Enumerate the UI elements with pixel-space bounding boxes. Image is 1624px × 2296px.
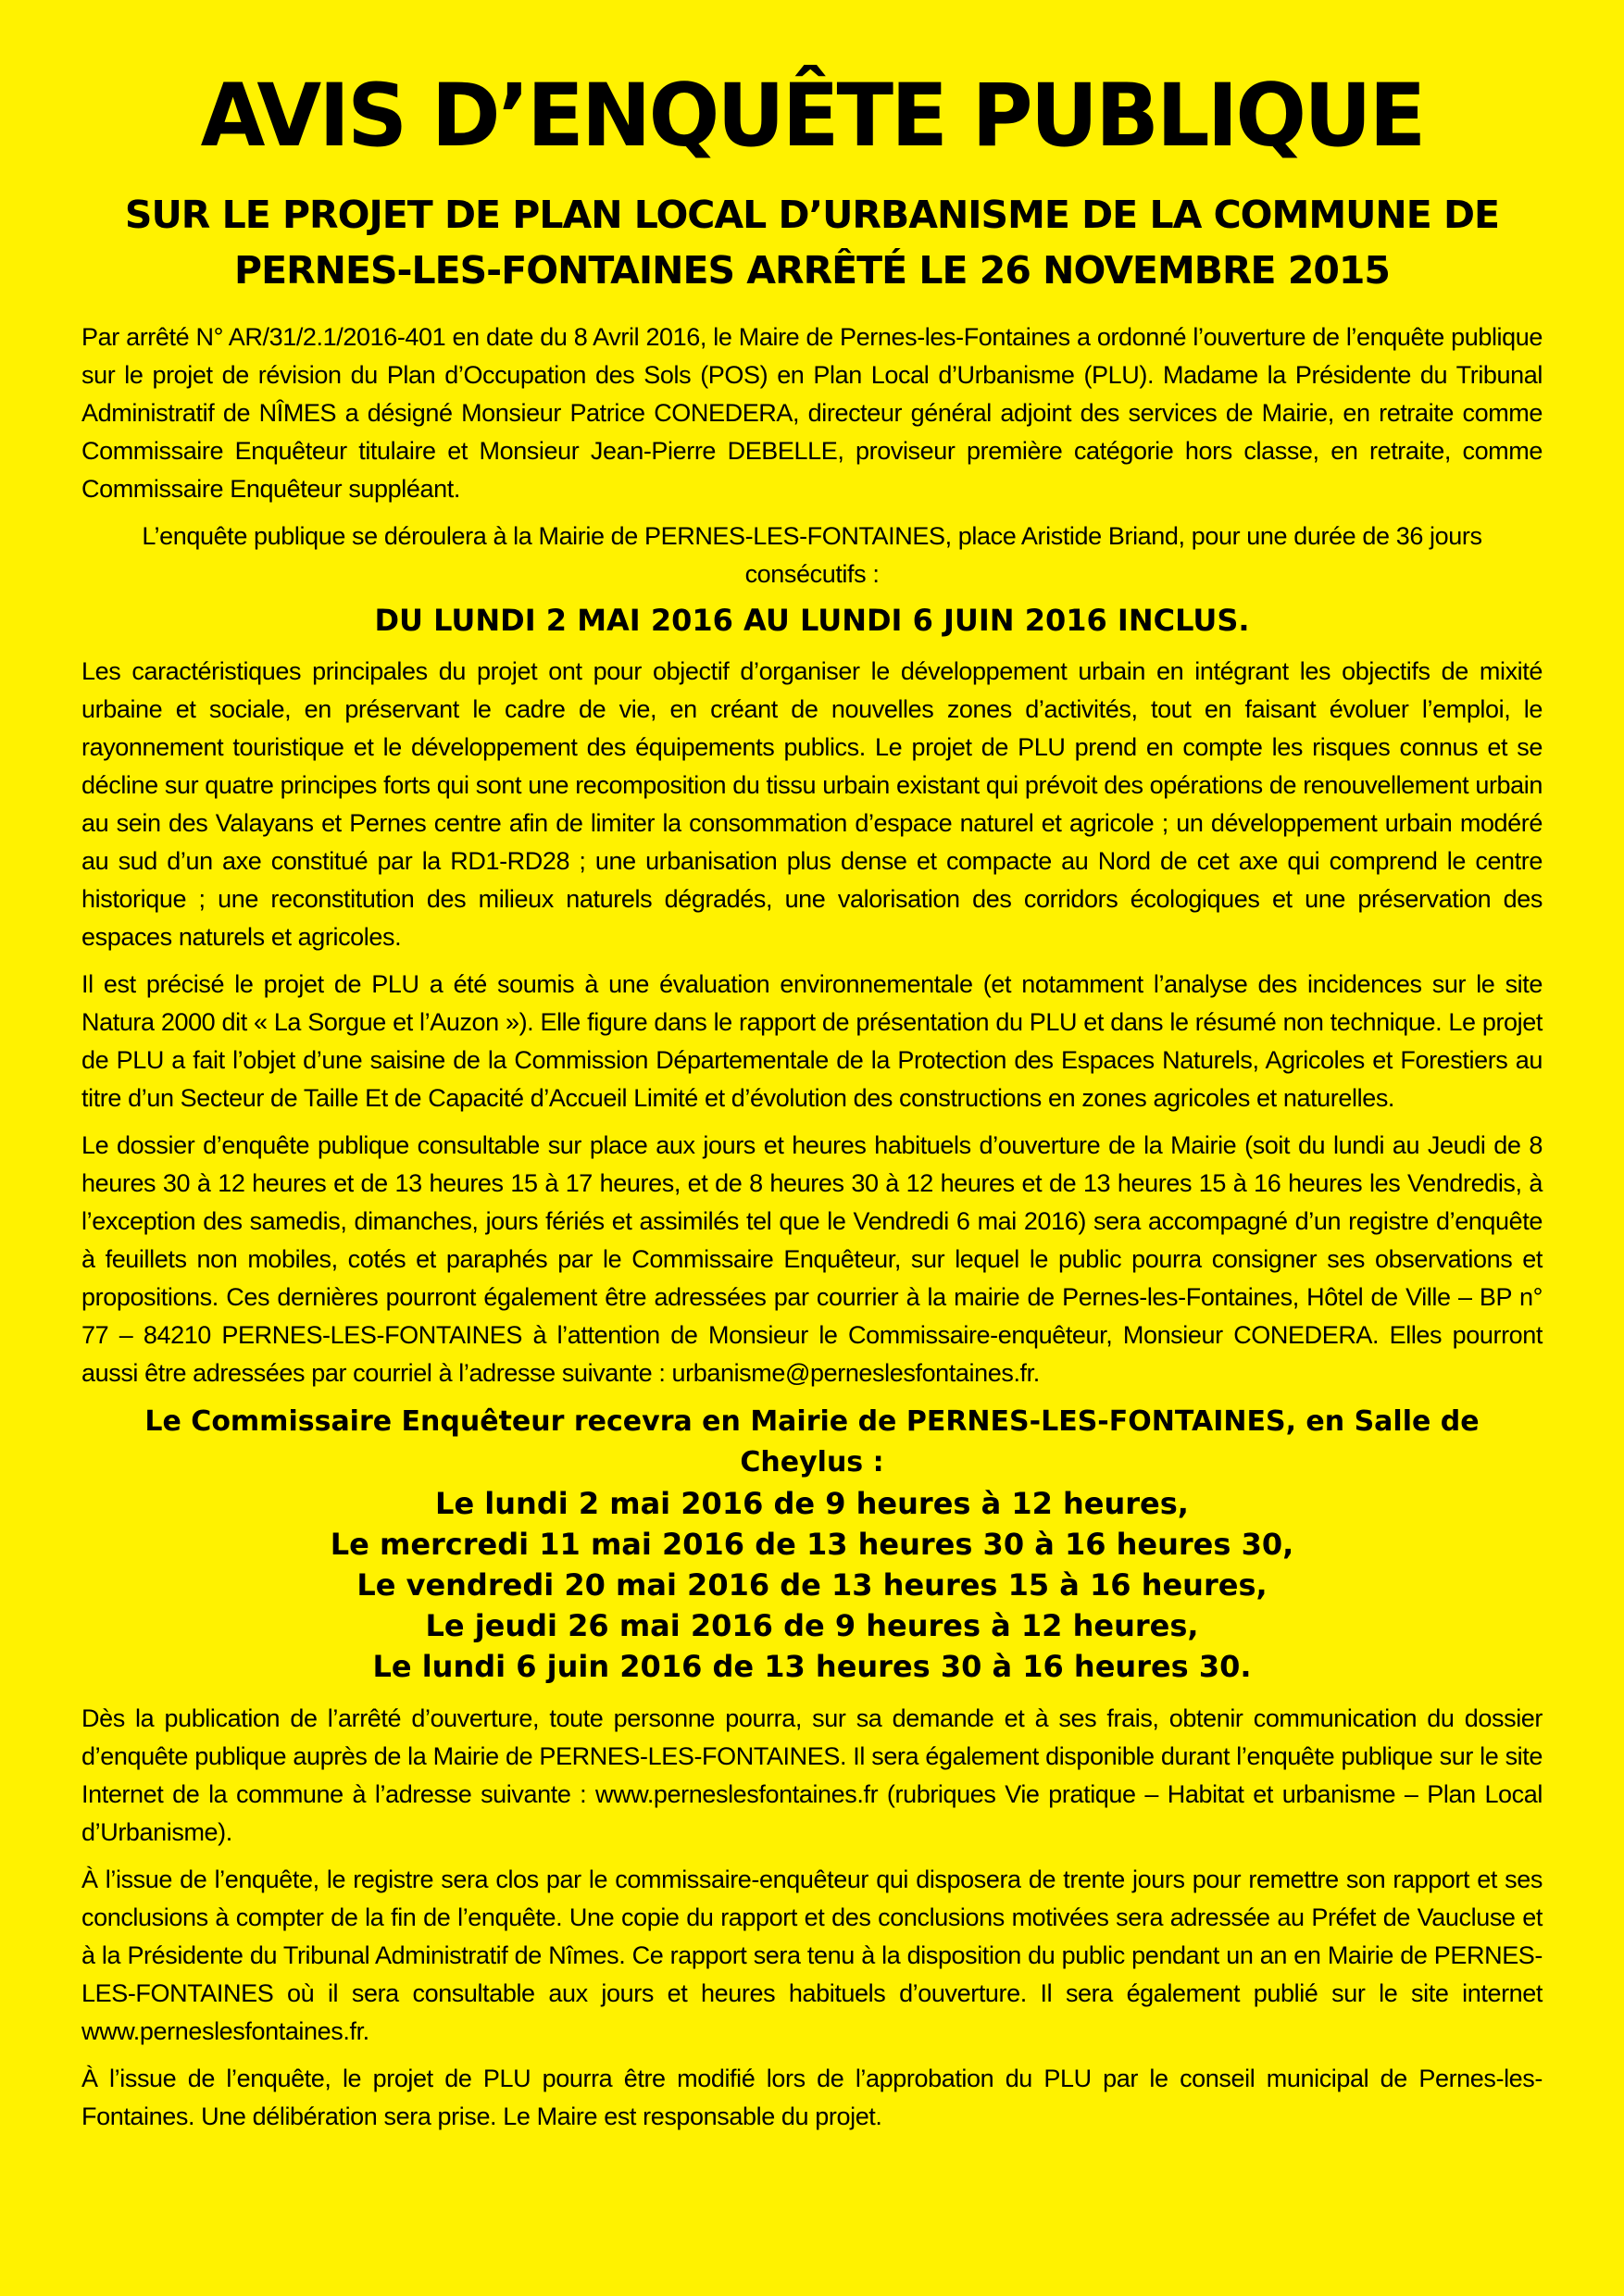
paragraph-environmental-evaluation: Il est précisé le projet de PLU a été soumis à une évaluation environnementale (et notamment l’analyse des incidences sur le site Natura 2000 dit « La Sorgue et l’Auzon »). Elle figure dans le rapport de présentation du PLU et dans le résumé non technique. Le projet de PLU a fait l’objet d’une saisine de la Commission Départementale de la Protection des Espaces Naturels, Agricoles et Forestiers au titre d’un Secteur de Taille Et de Capacité d’Accueil Limité et d’évolution des constructions en zones agricoles et naturelles. — [81, 970, 1543, 1112]
schedule-item: Le lundi 6 juin 2016 de 13 heures 30 à 16 heures 30. — [372, 1649, 1252, 1684]
notice-page — [81, 65, 1543, 2145]
paragraph-decree: Par arrêté N° AR/31/2.1/2016-401 en date du 8 Avril 2016, le Maire de Pernes-les-Fontaines a ordonné l’ouverture de l’enquête publique sur le projet de révision du Plan d’Occupation des Sols (POS) en Plan Local d’Urbanisme (PLU). Madame la Présidente du Tribunal Administratif de NÎMES a désigné Monsieur Patrice CONEDERA, directeur général adjoint des services de Mairie, en retraite comme Commissaire Enquêteur titulaire et Monsieur Jean-Pierre DEBELLE, proviseur première catégorie hors classe, en retraite, comme Commissaire Enquêteur suppléant. — [81, 323, 1543, 503]
notice-title: AVIS D’ENQUÊTE PUBLIQUE — [200, 66, 1424, 167]
schedule-title: Le Commissaire Enquêteur recevra en Mairie de PERNES-LES-FONTAINES, en Salle de Cheylus : — [144, 1405, 1480, 1479]
paragraph-report: À l’issue de l’enquête, le registre sera clos par le commissaire-enquêteur qui disposera de trente jours pour remettre son rapport et ses conclusions à compter de la fin de l’enquête. Une copie du rapport et des conclusions motivées sera adressée au Préfet de Vaucluse et à la Présidente du Tribunal Administratif de Nîmes. Ce rapport sera tenu à la disposition du public pendant un an en Mairie de PERNES-LES-FONTAINES où il sera consultable aux jours et heures habituels d’ouverture. Il sera également publié sur le site internet www.perneslesfontaines.fr. — [81, 1866, 1543, 2045]
inquiry-dates: DU LUNDI 2 MAI 2016 AU LUNDI 6 JUIN 2016 INCLUS. — [374, 603, 1250, 638]
paragraph-location: L’enquête publique se déroulera à la Mairie de PERNES-LES-FONTAINES, place Aristide Briand, pour une durée de 36 jours consécutifs : — [142, 522, 1482, 588]
schedule-list — [81, 1483, 1543, 1687]
paragraph-dossier-consultation: Le dossier d’enquête publique consultable sur place aux jours et heures habituels d’ouverture de la Mairie (soit du lundi au Jeudi de 8 heures 30 à 12 heures et de 13 heures 15 à 17 heures, et de 8 heures 30 à 12 heures et de 13 heures 15 à 16 heures les Vendredis, à l’exception des samedis, dimanches, jours fériés et assimilés tel que le Vendredi 6 mai 2016) sera accompagné d’un registre d’enquête à feuillets non mobiles, cotés et paraphés par le Commissaire Enquêteur, sur lequel le public pourra consigner ses observations et propositions. Ces dernières pourront également être adressées par courrier à la mairie de Pernes-les-Fontaines, Hôtel de Ville – BP n° 77 – 84210 PERNES-LES-FONTAINES à l’attention de Monsieur le Commissaire-enquêteur, Monsieur CONEDERA. Elles pourront aussi être adressées par courriel à l’adresse suivante : urbanisme@perneslesfontaines.fr. — [81, 1131, 1543, 1387]
paragraph-approval: À l’issue de l’enquête, le projet de PLU pourra être modifié lors de l’approbation du PLU par le conseil municipal de Pernes-les-Fontaines. Une délibération sera prise. Le Maire est responsable du projet. — [81, 2065, 1543, 2130]
schedule-item: Le mercredi 11 mai 2016 de 13 heures 30 à 16 heures 30, — [330, 1527, 1294, 1562]
paragraph-project-features: Les caractéristiques principales du projet ont pour objectif d’organiser le développement urbain en intégrant les objectifs de mixité urbaine et sociale, en préservant le cadre de vie, en créant de nouvelles zones d’activités, tout en faisant évoluer l’emploi, le rayonnement touristique et le développement des équipements publics. Le projet de PLU prend en compte les risques connus et se décline sur quatre principes forts qui sont une recomposition du tissu urbain existant qui prévoit des opérations de renouvellement urbain au sein des Valayans et Pernes centre afin de limiter la consommation d’espace naturel et agricole ; un développement urbain modéré au sud d’un axe constitué par la RD1-RD28 ; une urbanisation plus dense et compacte au Nord de cet axe qui comprend le centre historique ; une reconstitution des milieux naturels dégradés, une valorisation des corridors écologiques et une préservation des espaces naturels et agricoles. — [81, 657, 1543, 951]
paragraph-communication: Dès la publication de l’arrêté d’ouverture, toute personne pourra, sur sa demande et à ses frais, obtenir communication du dossier d’enquête publique auprès de la Mairie de PERNES-LES-FONTAINES. Il sera également disponible durant l’enquête publique sur le site Internet de la commune à l’adresse suivante : www.perneslesfontaines.fr (rubriques Vie pratique – Habitat et urbanisme – Plan Local d’Urbanisme). — [81, 1704, 1543, 1846]
schedule-item: Le vendredi 20 mai 2016 de 13 heures 15 à 16 heures, — [356, 1567, 1268, 1603]
notice-subtitle — [81, 187, 1543, 298]
schedule-item: Le jeudi 26 mai 2016 de 9 heures à 12 heures, — [425, 1608, 1199, 1643]
subtitle-line-1: SUR LE PROJET DE PLAN LOCAL D’URBANISME DE LA COMMUNE DE — [124, 193, 1500, 237]
schedule-item: Le lundi 2 mai 2016 de 9 heures à 12 heures, — [435, 1486, 1189, 1521]
subtitle-line-2: PERNES-LES-FONTAINES ARRÊTÉ LE 26 NOVEMBRE 2015 — [234, 248, 1390, 293]
